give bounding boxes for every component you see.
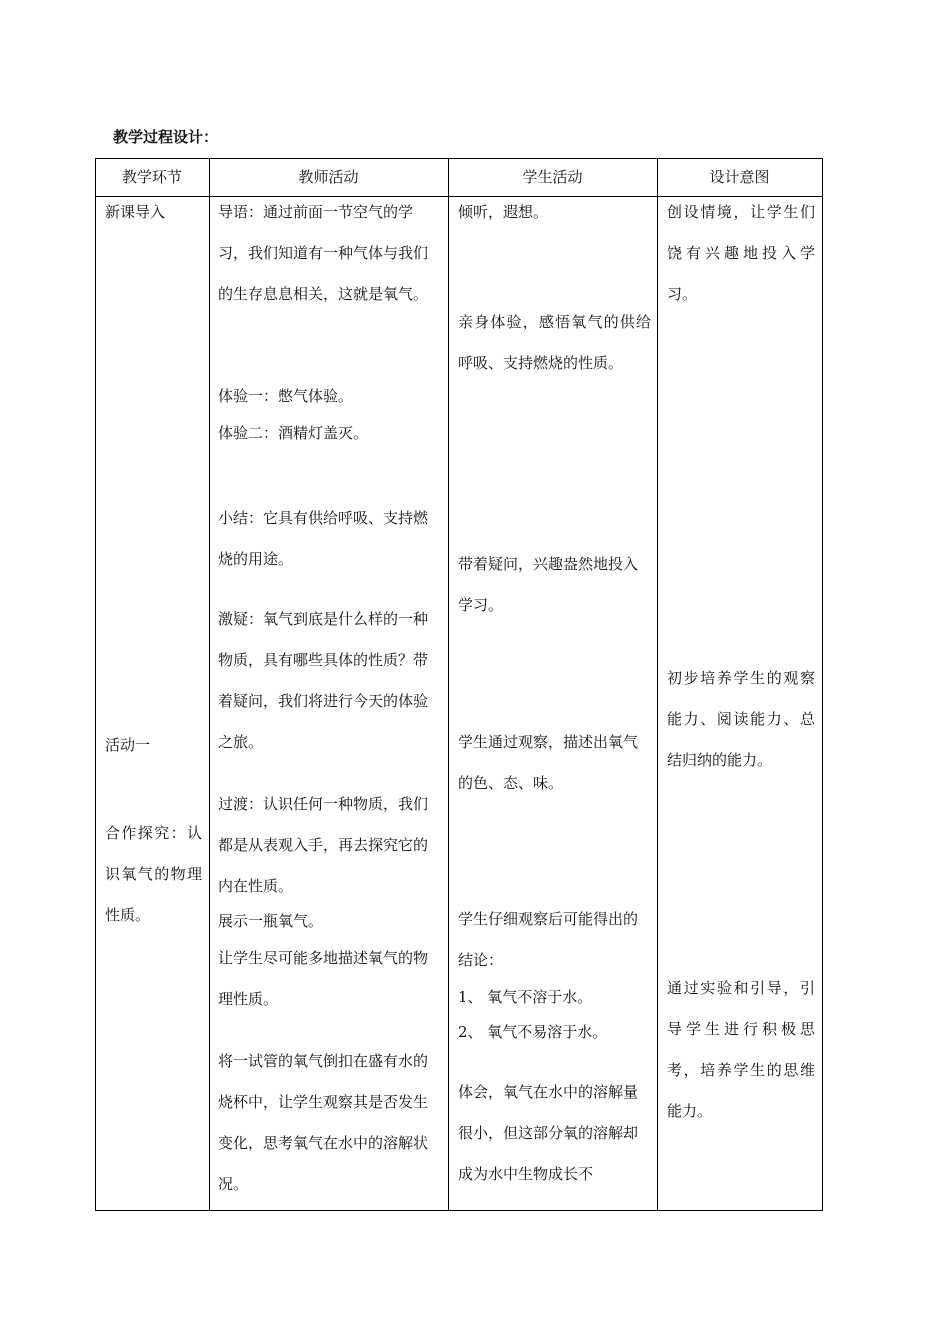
stage-topic: 合作探究：认识氧气的物理性质。 bbox=[105, 824, 202, 924]
student-p6: 1、 氧气不溶于水。 bbox=[458, 988, 593, 1006]
teacher-p3: 体验二：酒精灯盖灭。 bbox=[218, 424, 369, 442]
student-p5: 学生仔细观察后可能得出的结论： bbox=[458, 910, 639, 969]
stage-activity: 活动一 bbox=[105, 736, 151, 754]
header-design-intent: 设计意图 bbox=[709, 168, 770, 186]
student-p7: 2、 氧气不易溶于水。 bbox=[458, 1023, 608, 1041]
teacher-p4: 小结：它具有供给呼吸、支持燃烧的用途。 bbox=[218, 509, 429, 568]
table-border-left bbox=[95, 158, 96, 1211]
teacher-p1: 导语：通过前面一节空气的学习，我们知道有一种气体与我们的生存息息相关，这就是氧气。 bbox=[218, 203, 429, 303]
student-p2: 亲身体验，感悟氧气的供给呼吸、支持燃烧的性质。 bbox=[458, 313, 651, 372]
header-teacher-activity: 教师活动 bbox=[298, 168, 359, 186]
intent-p3: 通过实验和引导，引导学生进行积极思考，培养学生的思维能力。 bbox=[667, 979, 815, 1120]
stage-intro: 新课导入 bbox=[105, 203, 166, 221]
teacher-p7: 展示一瓶氧气。 bbox=[218, 912, 324, 930]
column-divider-1 bbox=[209, 158, 210, 1211]
header-student-activity: 学生活动 bbox=[522, 168, 583, 186]
table-border-bottom bbox=[95, 1210, 823, 1211]
section-heading: 教学过程设计： bbox=[113, 128, 219, 146]
lesson-plan-table bbox=[95, 158, 823, 1210]
teacher-p2: 体验一：憋气体验。 bbox=[218, 387, 354, 405]
student-p3: 带着疑问，兴趣盎然地投入学习。 bbox=[458, 555, 639, 614]
column-divider-2 bbox=[448, 158, 449, 1211]
teacher-p9: 将一试管的氧气倒扣在盛有水的烧杯中，让学生观察其是否发生变化，思考氧气在水中的溶解状况。 bbox=[218, 1052, 429, 1193]
intent-p2: 初步培养学生的观察能力、阅读能力、总结归纳的能力。 bbox=[667, 669, 815, 769]
teacher-p5: 激疑：氧气到底是什么样的一种物质，具有哪些具体的性质？带着疑问，我们将进行今天的体验之旅。 bbox=[218, 610, 429, 751]
student-p1: 倾听，遐想。 bbox=[458, 203, 549, 221]
intent-p1: 创设情境，让学生们饶有兴趣地投入学习。 bbox=[667, 203, 815, 303]
table-border-top bbox=[95, 158, 823, 159]
student-p8: 体会，氧气在水中的溶解量很小，但这部分氧的溶解却成为水中生物成长不 bbox=[458, 1083, 639, 1183]
column-divider-3 bbox=[657, 158, 658, 1211]
teacher-p6: 过渡：认识任何一种物质，我们都是从表观入手，再去探究它的内在性质。 bbox=[218, 795, 429, 895]
teacher-p8: 让学生尽可能多地描述氧气的物理性质。 bbox=[218, 949, 429, 1008]
student-p4: 学生通过观察，描述出氧气的色、态、味。 bbox=[458, 733, 639, 792]
table-border-right bbox=[822, 158, 823, 1211]
header-stage: 教学环节 bbox=[121, 168, 182, 186]
